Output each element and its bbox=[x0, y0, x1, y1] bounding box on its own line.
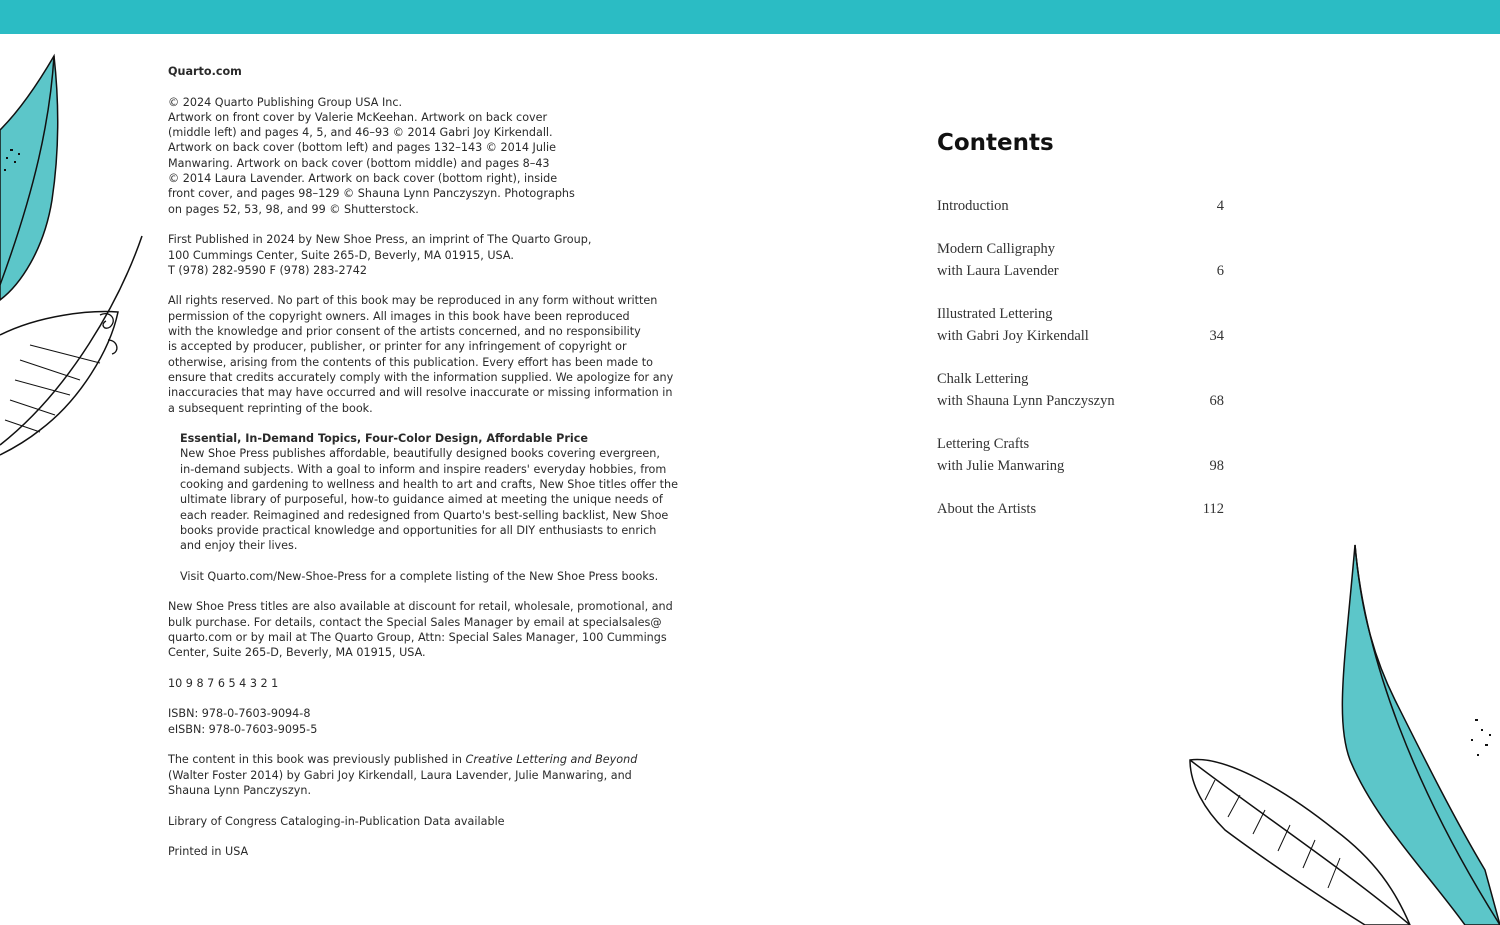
text-line: permission of the copyright owners. All images in this book have been reproduced bbox=[168, 309, 630, 323]
toc-artist: with Gabri Joy Kirkendall bbox=[937, 328, 1089, 344]
toc-page-number: 34 bbox=[1209, 328, 1224, 344]
text-line: inaccuracies that may have occurred and will resolve inaccurate or missing information in bbox=[168, 386, 673, 400]
publication-info bbox=[168, 232, 680, 278]
eisbn: eISBN: 978-0-7603-9095-5 bbox=[168, 722, 318, 736]
text-line: is accepted by producer, publisher, or printer for any infringement of copyright or bbox=[168, 340, 627, 354]
toc-artist: with Laura Lavender bbox=[937, 263, 1059, 279]
text-line: ensure that credits accurately comply with the information supplied. We apologize for any bbox=[168, 370, 674, 384]
text-line: Visit Quarto.com/New-Shoe-Press for a complete listing of the New Shoe Press books. bbox=[180, 569, 659, 583]
toc-entry[interactable] bbox=[937, 368, 1224, 412]
library-line: Library of Congress Cataloging-in-Publication Data available bbox=[168, 814, 505, 828]
text-line: All rights reserved. No part of this book may be reproduced in any form without written bbox=[168, 294, 658, 308]
feather-illustration-right bbox=[1185, 540, 1500, 925]
rights-statement bbox=[168, 293, 680, 415]
text-line: ultimate library of purposeful, how-to guidance aimed at meeting the unique needs of bbox=[180, 493, 663, 507]
toc-page-number: 68 bbox=[1209, 393, 1224, 409]
printed-line: Printed in USA bbox=[168, 845, 249, 859]
text-line: Artwork on back cover (bottom left) and pages 132–143 © 2014 Julie bbox=[168, 141, 557, 155]
toc-page-number: 98 bbox=[1209, 458, 1224, 474]
text-line: and enjoy their lives. bbox=[180, 539, 298, 553]
visit-note bbox=[168, 569, 680, 584]
isbn: ISBN: 978-0-7603-9094-8 bbox=[168, 707, 311, 721]
text-line: Manwaring. Artwork on back cover (bottom middle) and pages 8–43 bbox=[168, 156, 550, 170]
toc-page-number: 112 bbox=[1202, 501, 1224, 517]
toc-artist: with Julie Manwaring bbox=[937, 458, 1065, 474]
text-line: on pages 52, 53, 98, and 99 © Shutterstock. bbox=[168, 202, 419, 216]
text-line: New Shoe Press publishes affordable, beautifully designed books covering evergreen, bbox=[180, 447, 660, 461]
toc-page-number: 4 bbox=[1216, 198, 1224, 214]
previous-prefix: The content in this book was previously published in bbox=[168, 753, 466, 767]
toc-title: Chalk Lettering bbox=[937, 371, 1029, 387]
text-line: Artwork on front cover by Valerie McKeehan. Artwork on back cover bbox=[168, 110, 548, 124]
text-line: quarto.com or by mail at The Quarto Group, Attn: Special Sales Manager, 100 Cummings bbox=[168, 630, 667, 644]
text-line: New Shoe Press titles are also available at discount for retail, wholesale, promotional, and bbox=[168, 600, 673, 614]
text-line: Center, Suite 265-D, Beverly, MA 01915, USA. bbox=[168, 646, 426, 660]
text-line: otherwise, arising from the contents of this publication. Every effort has been made to bbox=[168, 355, 653, 369]
toc-artist: with Shauna Lynn Panczyszyn bbox=[937, 393, 1115, 409]
text-line: First Published in 2024 by New Shoe Press, an imprint of The Quarto Group, bbox=[168, 233, 592, 247]
text-line: front cover, and pages 98–129 © Shauna Lynn Panczyszyn. Photographs bbox=[168, 187, 575, 201]
series-description bbox=[168, 431, 680, 553]
text-line: © 2014 Laura Lavender. Artwork on back cover (bottom right), inside bbox=[168, 172, 558, 186]
text-line: (Walter Foster 2014) by Gabri Joy Kirkendall, Laura Lavender, Julie Manwaring, and bbox=[168, 768, 632, 782]
toc-title: About the Artists bbox=[937, 501, 1037, 517]
toc-page-number: 6 bbox=[1216, 263, 1224, 279]
text-line: 100 Cummings Center, Suite 265-D, Beverly, MA 01915, USA. bbox=[168, 248, 514, 262]
copyright-notice bbox=[168, 95, 680, 217]
text-line: (middle left) and pages 4, 5, and 46–93 © 2014 Gabri Joy Kirkendall. bbox=[168, 126, 553, 140]
text-line: Shauna Lynn Panczyszyn. bbox=[168, 783, 312, 797]
toc-entry[interactable] bbox=[937, 433, 1224, 477]
text-line: cooking and gardening to wellness and health to art and crafts, New Shoe titles offer the bbox=[180, 478, 678, 492]
printing-line: 10 9 8 7 6 5 4 3 2 1 bbox=[168, 676, 279, 690]
copyright-page bbox=[168, 64, 680, 875]
toc-title: Illustrated Lettering bbox=[937, 306, 1053, 322]
toc-entry[interactable] bbox=[937, 303, 1224, 347]
special-sales bbox=[168, 599, 680, 660]
text-line: © 2024 Quarto Publishing Group USA Inc. bbox=[168, 95, 403, 109]
text-line: each reader. Reimagined and redesigned from Quarto's best-selling backlist, New Shoe bbox=[180, 508, 669, 522]
toc-title: Lettering Crafts bbox=[937, 436, 1030, 452]
text-line: T (978) 282-9590 F (978) 283-2742 bbox=[168, 263, 367, 277]
toc-title: Introduction bbox=[937, 198, 1009, 214]
toc-entry[interactable] bbox=[937, 498, 1224, 520]
text-line: bulk purchase. For details, contact the Special Sales Manager by email at specialsales@ bbox=[168, 615, 662, 629]
feather-illustration-left bbox=[0, 50, 160, 510]
text-line: a subsequent reprinting of the book. bbox=[168, 401, 373, 415]
isbn-block bbox=[168, 706, 680, 737]
text-line: with the knowledge and prior consent of the artists concerned, and no responsibility bbox=[168, 325, 641, 339]
text-line bbox=[168, 752, 680, 767]
contents-title: Contents bbox=[937, 130, 1054, 156]
previous-title: Creative Lettering and Beyond bbox=[465, 753, 638, 767]
previous-publication bbox=[168, 752, 680, 798]
publisher-site: Quarto.com bbox=[168, 65, 242, 78]
table-of-contents bbox=[937, 195, 1224, 541]
toc-title: Modern Calligraphy bbox=[937, 241, 1055, 257]
text-line: in-demand subjects. With a goal to inform and inspire readers' everyday hobbies, from bbox=[180, 462, 667, 476]
text-line: books provide practical knowledge and opportunities for all DIY enthusiasts to enrich bbox=[180, 523, 657, 537]
toc-entry[interactable] bbox=[937, 195, 1224, 217]
toc-entry[interactable] bbox=[937, 238, 1224, 282]
series-heading: Essential, In-Demand Topics, Four-Color Design, Affordable Price bbox=[180, 432, 588, 446]
top-accent-bar bbox=[0, 0, 1500, 34]
